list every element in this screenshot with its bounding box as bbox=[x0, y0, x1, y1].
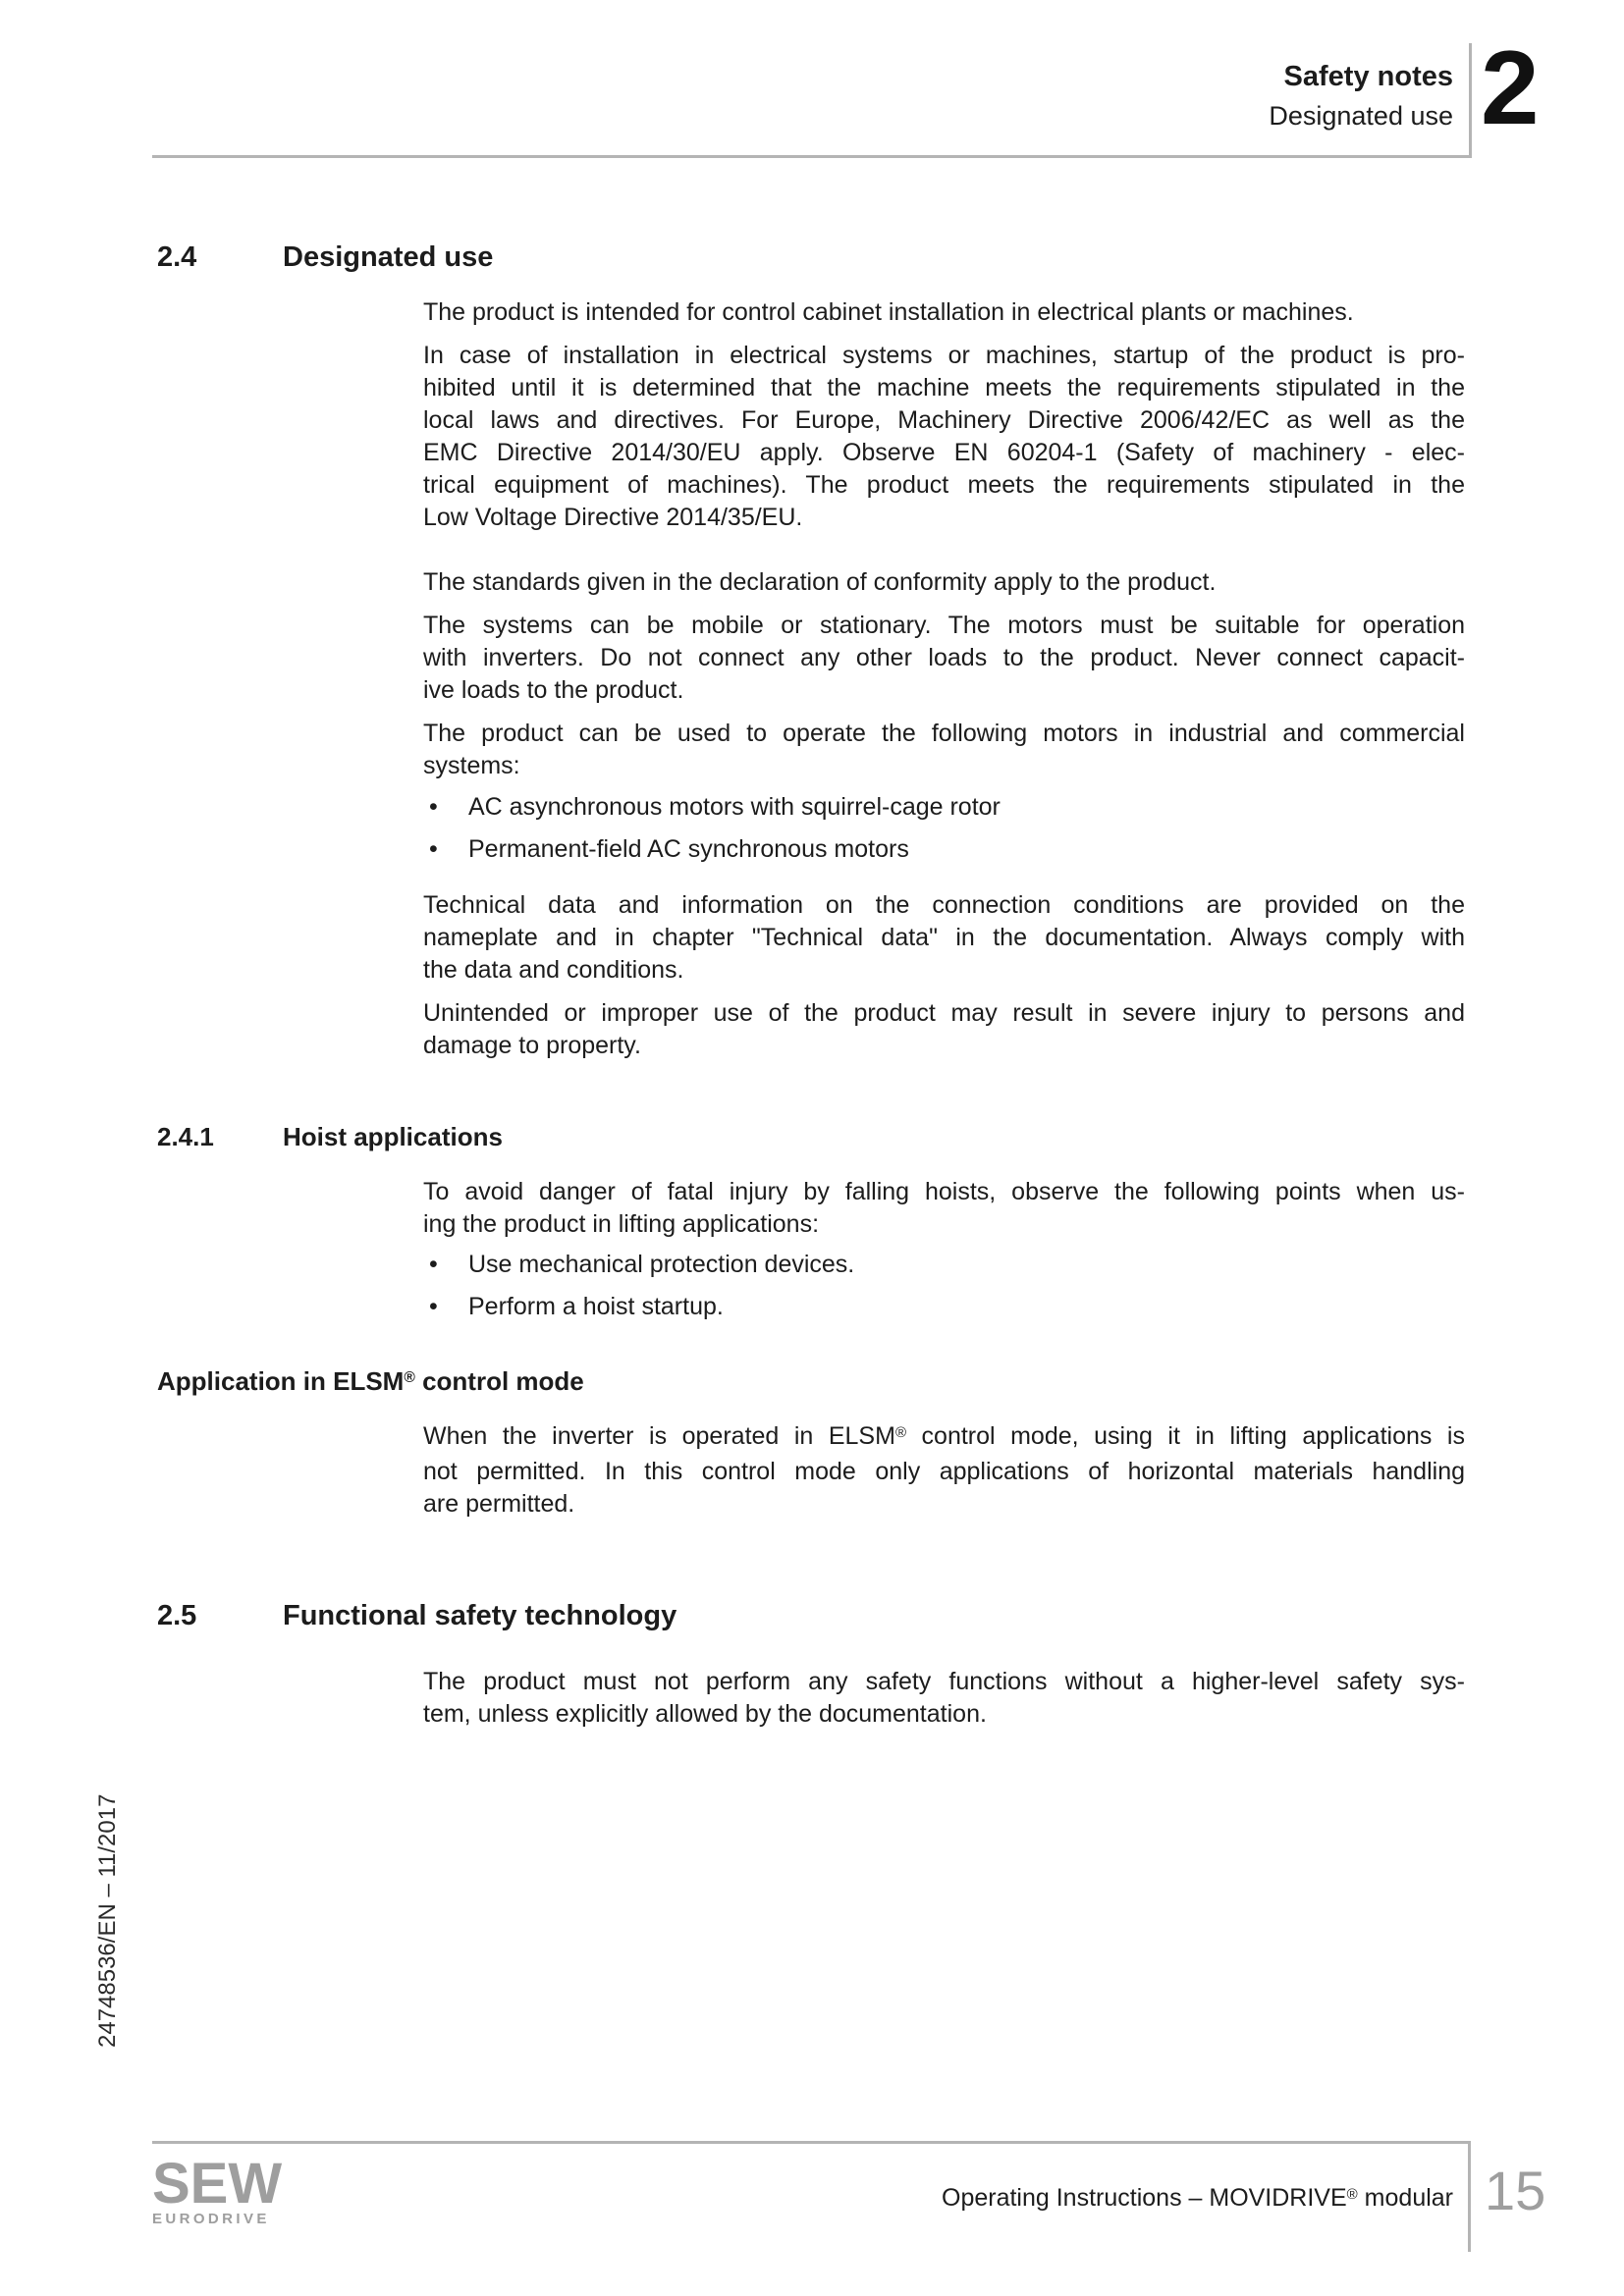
section-heading-functional-safety bbox=[157, 1600, 677, 1632]
bullet-text: Permanent-field AC synchronous motors bbox=[468, 835, 909, 863]
text-line: Low Voltage Directive 2014/35/EU. bbox=[423, 504, 803, 531]
bullet-item bbox=[429, 791, 1465, 824]
header-section-subtitle: Designated use bbox=[1269, 101, 1453, 131]
paragraph bbox=[423, 610, 1465, 707]
text-line: hibited until it is determined that the machine meets the requirements stipulated in the bbox=[423, 374, 1465, 401]
footer-text: Operating Instructions – MOVIDRIVE® modular bbox=[942, 2184, 1453, 2212]
paragraph bbox=[423, 340, 1465, 534]
sew-logo bbox=[152, 2152, 283, 2228]
bullet-item bbox=[429, 1249, 1465, 1281]
section-number: 2.4.1 bbox=[157, 1122, 214, 1151]
section-title: Designated use bbox=[283, 241, 494, 273]
text-line: ive loads to the product. bbox=[423, 676, 684, 704]
logo-text: SEW bbox=[152, 2152, 283, 2216]
chapter-number: 2 bbox=[1481, 28, 1540, 146]
text-line: not permitted. In this control mode only applications of horizontal materials handling bbox=[423, 1458, 1465, 1485]
text-line: the data and conditions. bbox=[423, 956, 684, 984]
text-line: nameplate and in chapter "Technical data" in the documentation. Always comply with bbox=[423, 924, 1465, 951]
sidebar-document-code: 24748536/EN – 11/2017 bbox=[94, 1793, 121, 2048]
header-rule bbox=[152, 155, 1472, 158]
header-chapter-title: Safety notes bbox=[1283, 61, 1453, 92]
paragraph bbox=[423, 1420, 1465, 1521]
bullet-marker: • bbox=[429, 835, 438, 863]
paragraph bbox=[423, 296, 1465, 329]
text-line: The standards given in the declaration of conformity apply to the product. bbox=[423, 568, 1217, 596]
text-line: Technical data and information on the connection conditions are provided on the bbox=[423, 891, 1465, 919]
text-line: To avoid danger of fatal injury by falling hoists, observe the following points when us- bbox=[423, 1178, 1465, 1205]
bullet-text: Use mechanical protection devices. bbox=[468, 1251, 855, 1278]
bullet-item bbox=[429, 833, 1465, 866]
text-line: The product can be used to operate the following motors in industrial and commercial bbox=[423, 720, 1465, 747]
bullet-text: AC asynchronous motors with squirrel-cage rotor bbox=[468, 793, 1001, 821]
text-line: ing the product in lifting applications: bbox=[423, 1210, 820, 1238]
text-line: are permitted. bbox=[423, 1490, 575, 1518]
section-heading-designated-use bbox=[157, 241, 493, 274]
paragraph bbox=[423, 1666, 1465, 1731]
paragraph bbox=[423, 997, 1465, 1062]
paragraph bbox=[423, 1176, 1465, 1241]
text-line: Unintended or improper use of the product may result in severe injury to persons and bbox=[423, 999, 1465, 1027]
logo-subtext: EURODRIVE bbox=[152, 2211, 270, 2228]
bullet-text: Perform a hoist startup. bbox=[468, 1293, 724, 1320]
bullet-marker: • bbox=[429, 1293, 438, 1320]
bullet-list bbox=[429, 1249, 1465, 1333]
text-line: The systems can be mobile or stationary. The motors must be suitable for operation bbox=[423, 612, 1465, 639]
text-line: The product is intended for control cabinet installation in electrical plants or machines. bbox=[423, 298, 1354, 326]
text-line: local laws and directives. For Europe, Machinery Directive 2006/42/EC as well as the bbox=[423, 406, 1465, 434]
text-line: When the inverter is operated in ELSM® control mode, using it in lifting applications is bbox=[423, 1422, 1465, 1450]
text-line: tem, unless explicitly allowed by the documentation. bbox=[423, 1700, 987, 1728]
bullet-marker: • bbox=[429, 793, 438, 821]
section-title: Functional safety technology bbox=[283, 1600, 677, 1631]
section-heading-hoist-applications bbox=[157, 1122, 503, 1152]
text-line: In case of installation in electrical systems or machines, startup of the product is pro- bbox=[423, 342, 1465, 369]
paragraph bbox=[423, 566, 1465, 599]
bullet-list bbox=[429, 791, 1465, 876]
text-line: damage to property. bbox=[423, 1032, 641, 1059]
text-line: trical equipment of machines). The product meets the requirements stipulated in the bbox=[423, 471, 1465, 499]
bullet-marker: • bbox=[429, 1251, 438, 1278]
text-line: The product must not perform any safety functions without a higher-level safety sys- bbox=[423, 1668, 1465, 1695]
section-title: Hoist applications bbox=[283, 1122, 503, 1151]
paragraph bbox=[423, 889, 1465, 987]
text-line: EMC Directive 2014/30/EU apply. Observe EN 60204-1 (Safety of machinery - elec- bbox=[423, 439, 1465, 466]
subsection-heading-elsm: Application in ELSM® control mode bbox=[157, 1366, 584, 1396]
section-number: 2.5 bbox=[157, 1600, 197, 1631]
section-number: 2.4 bbox=[157, 241, 197, 273]
bullet-item bbox=[429, 1291, 1465, 1323]
header-vertical-rule bbox=[1469, 43, 1472, 157]
text-line: systems: bbox=[423, 752, 520, 779]
footer-rule bbox=[152, 2141, 1470, 2144]
paragraph bbox=[423, 718, 1465, 782]
footer-vertical-rule bbox=[1468, 2141, 1471, 2252]
text-line: with inverters. Do not connect any other loads to the product. Never connect capacit- bbox=[423, 644, 1465, 671]
page-number: 15 bbox=[1485, 2160, 1546, 2221]
